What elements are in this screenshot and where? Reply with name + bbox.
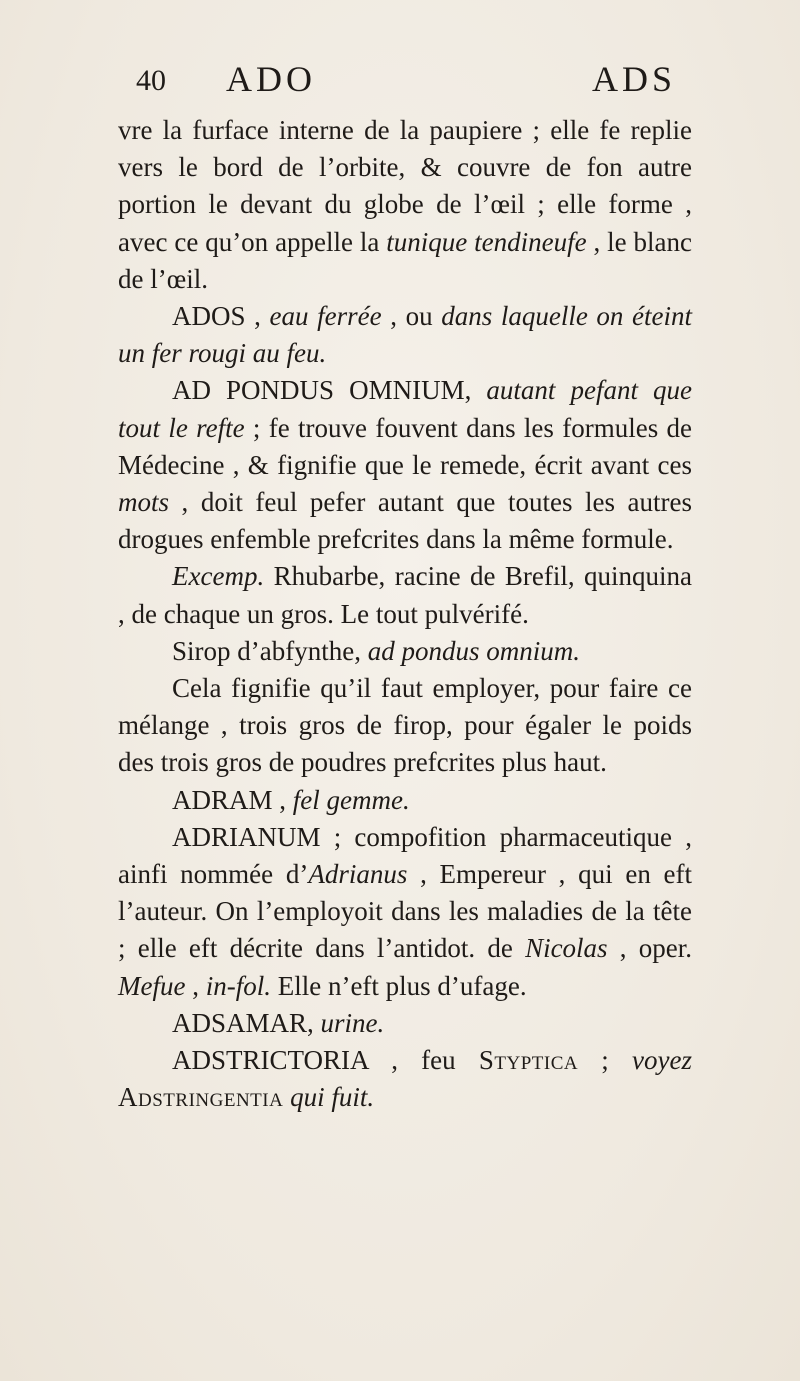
italic-text: urine. xyxy=(320,1007,385,1038)
text-run: vre la furface interne de la paupiere ; elle fe replie vers le bord de l’orbite, & couvre de fon autre portion le devant du globe de l’œil ; elle forme , avec ce qu’on appelle la xyxy=(118,115,692,257)
text-run: , ou xyxy=(381,301,442,332)
text-run: ADRIANUM ; compofition pharmaceutique , ainfi nommée d’ xyxy=(118,821,692,890)
italic-text: in-fol. xyxy=(205,970,271,1001)
header-right-guide-word: ADS xyxy=(591,59,676,99)
italic-text: voyez xyxy=(632,1045,692,1076)
header-left-guide-word: ADO xyxy=(226,59,316,99)
text-run: Sirop d’abfynthe, xyxy=(172,635,368,666)
body-text xyxy=(118,112,692,1116)
italic-text: ad pondus omnium. xyxy=(367,635,580,666)
paragraph xyxy=(118,782,692,819)
paragraph xyxy=(118,112,692,298)
paragraph xyxy=(118,1042,692,1116)
text-run: , le blanc de l’œil. xyxy=(118,226,692,294)
paragraph xyxy=(118,1005,692,1042)
italic-text: Adrianus xyxy=(308,859,408,890)
italic-text: Nicolas xyxy=(525,933,608,964)
text-run: , doit feul pefer autant que toutes les autres drogues enfemble prefcrites dans la même formule. xyxy=(118,487,692,555)
text-run: Elle n’eft plus d’ufage. xyxy=(270,970,527,1001)
text-run: ; fe trouve fouvent dans les formules de Médecine , & fignifie que le remede, écrit avant ces xyxy=(118,412,693,480)
text-run: ADOS , xyxy=(172,301,270,332)
paragraph xyxy=(118,819,692,1005)
italic-text: mots xyxy=(118,487,170,518)
italic-text: tunique tendineufe xyxy=(386,226,587,257)
italic-text: qui fuit. xyxy=(290,1082,375,1113)
text-run: AD PONDUS OMNIUM, xyxy=(172,375,487,406)
paragraph xyxy=(118,372,692,558)
paragraph xyxy=(118,298,692,372)
small-caps-text: Adstringentia xyxy=(118,1082,284,1113)
running-header xyxy=(136,58,676,104)
paragraph xyxy=(118,633,692,670)
italic-text: Excemp. xyxy=(172,561,265,592)
italic-text: autant pefant que tout le refte xyxy=(118,375,692,443)
text-run: Rhubarbe, racine de Brefil, quinquina , de chaque un gros. Le tout pulvérifé. xyxy=(118,561,692,629)
italic-text: fel gemme. xyxy=(292,784,410,815)
text-run: ADRAM , xyxy=(172,784,293,815)
text-run: Cela fignifie qu’il faut employer, pour faire ce mélange , trois gros de firop, pour égaler le poids des trois gros de poudres prefcrites plus haut. xyxy=(118,673,692,778)
paragraph xyxy=(118,558,692,632)
text-run: ADSAMAR, xyxy=(172,1007,321,1038)
text-run: ; xyxy=(578,1045,633,1076)
paragraph xyxy=(118,670,692,782)
text-run: , xyxy=(185,970,206,1001)
small-caps-text: Styptica xyxy=(478,1045,579,1076)
text-run: ADSTRICTORIA , feu xyxy=(172,1045,479,1076)
italic-text: eau ferrée xyxy=(269,301,382,332)
italic-text: dans laquelle on éteint un fer rougi au feu. xyxy=(118,301,693,369)
italic-text: Mefue xyxy=(118,970,186,1001)
page-number: 40 xyxy=(136,64,166,97)
text-run: , oper. xyxy=(607,933,692,964)
text-run: , Empereur , qui en eft l’auteur. On l’employoit dans les maladies de la tête ; elle eft décrite dans l’antidot. de xyxy=(118,859,692,964)
